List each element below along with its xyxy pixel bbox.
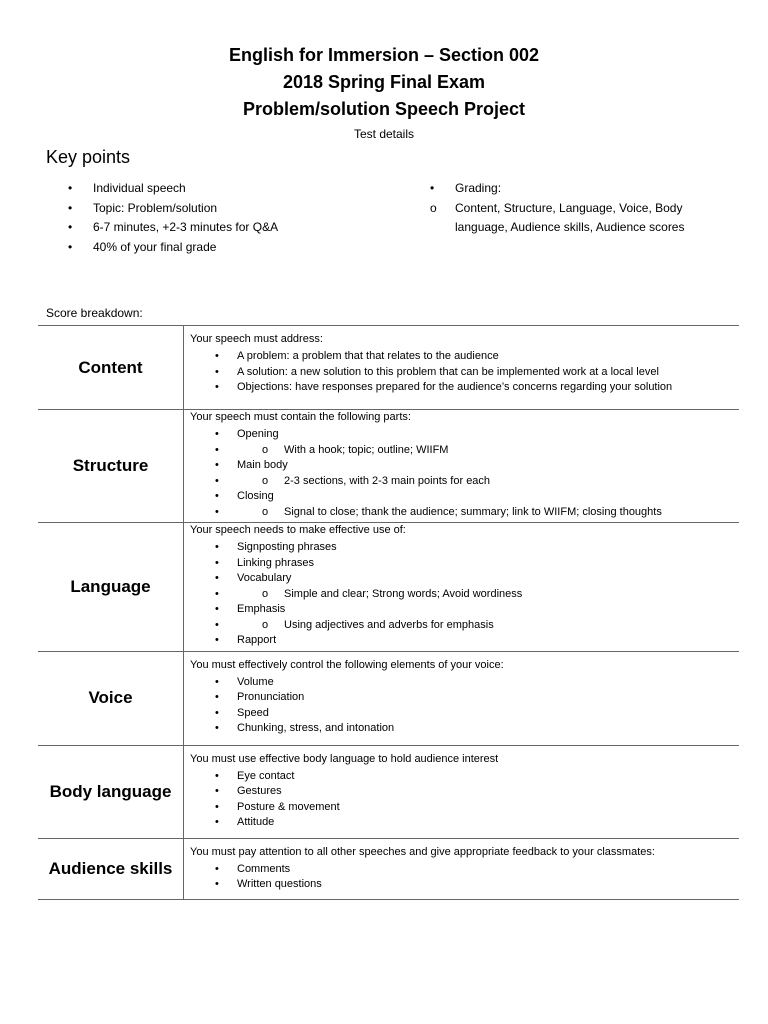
category-structure: Structure bbox=[38, 410, 184, 523]
sub-list-item: o • Signal to close; thank the audience; summary; link to WIIFM; closing thoughts bbox=[190, 505, 733, 521]
list-item: • Eye contact bbox=[190, 769, 733, 785]
test-details-subtitle: Test details bbox=[353, 127, 415, 141]
content-description: Your speech must address: • A problem: a problem that that relates to the audience • A solution: a new solution to this problem that can be implemented work at a local level • Objections: have responses prepared for the audience’s concerns regarding your solution bbox=[184, 326, 740, 410]
course-title: English for Immersion – Section 002 bbox=[228, 45, 540, 65]
score-breakdown-label: Score breakdown: bbox=[46, 306, 143, 320]
table-row bbox=[38, 745, 739, 838]
category-voice: Voice bbox=[38, 651, 184, 745]
sub-list-item: o • Using adjectives and adverbs for emphasis bbox=[190, 618, 733, 634]
grading-block bbox=[408, 179, 738, 238]
list-item: • Written questions bbox=[190, 877, 733, 893]
list-item: • Closing bbox=[190, 489, 733, 505]
list-item: • Linking phrases bbox=[190, 556, 733, 572]
sub-list-item: o • Simple and clear; Strong words; Avoid wordiness bbox=[190, 587, 733, 603]
category-body-language: Body language bbox=[38, 745, 184, 838]
key-point-item: • 40% of your final grade bbox=[46, 238, 386, 258]
list-item: • Vocabulary bbox=[190, 571, 733, 587]
list-item: • Objections: have responses prepared for the audience’s concerns regarding your solution bbox=[190, 380, 733, 396]
category-audience-skills: Audience skills bbox=[38, 838, 184, 899]
language-description: Your speech needs to make effective use of: • Signposting phrases • Linking phrases • Vocabulary o • Simple and clear; Strong words; Avoid wordiness • Emphasis o • Using adjectives and adverbs for emphasis • Rapport bbox=[184, 523, 740, 652]
document-header bbox=[0, 42, 768, 143]
sub-list-item: o • With a hook; topic; outline; WIIFM bbox=[190, 443, 733, 459]
voice-description: You must effectively control the following elements of your voice: • Volume • Pronunciation • Speed • Chunking, stress, and intonation bbox=[184, 651, 740, 745]
key-points-list bbox=[46, 179, 386, 257]
list-item: • Posture & movement bbox=[190, 800, 733, 816]
list-item: • Emphasis bbox=[190, 602, 733, 618]
key-point-item: • Topic: Problem/solution bbox=[46, 199, 386, 219]
structure-description: Your speech must contain the following parts: • Opening o • With a hook; topic; outline; WIIFM • Main body o • 2-3 sections, with 2-3 main points for each • Closing o • Signal to close; thank the audience; summary; link to WIIFM; closing thoughts bbox=[184, 410, 740, 523]
table-row bbox=[38, 410, 739, 523]
list-item: • Chunking, stress, and intonation bbox=[190, 721, 733, 737]
sub-list-item: o • 2-3 sections, with 2-3 main points for each bbox=[190, 474, 733, 490]
table-row bbox=[38, 838, 739, 899]
key-point-item: • Individual speech bbox=[46, 179, 386, 199]
list-item: • Pronunciation bbox=[190, 690, 733, 706]
table-row bbox=[38, 523, 739, 652]
list-item: • Signposting phrases bbox=[190, 540, 733, 556]
grading-label: • Grading: bbox=[408, 179, 738, 199]
list-item: • Opening bbox=[190, 427, 733, 443]
category-content: Content bbox=[38, 326, 184, 410]
score-breakdown-table bbox=[38, 325, 739, 900]
audience-skills-description: You must pay attention to all other speeches and give appropriate feedback to your classmates: • Comments • Written questions bbox=[184, 838, 740, 899]
list-item: • Attitude bbox=[190, 815, 733, 831]
table-row bbox=[38, 326, 739, 410]
list-item: • Volume bbox=[190, 675, 733, 691]
project-title: Problem/solution Speech Project bbox=[242, 99, 526, 119]
list-item: • Gestures bbox=[190, 784, 733, 800]
list-item: • Comments bbox=[190, 862, 733, 878]
list-item: • A solution: a new solution to this problem that can be implemented work at a local level bbox=[190, 365, 733, 381]
table-row bbox=[38, 651, 739, 745]
key-point-item: • 6-7 minutes, +2-3 minutes for Q&A bbox=[46, 218, 386, 238]
grading-categories: o Content, Structure, Language, Voice, Body language, Audience skills, Audience scores bbox=[430, 199, 738, 238]
list-item: • Rapport bbox=[190, 633, 733, 649]
key-points-heading: Key points bbox=[46, 147, 131, 167]
list-item: • A problem: a problem that that relates to the audience bbox=[190, 349, 733, 365]
category-language: Language bbox=[38, 523, 184, 652]
list-item: • Main body bbox=[190, 458, 733, 474]
exam-title: 2018 Spring Final Exam bbox=[282, 72, 486, 92]
body-language-description: You must use effective body language to hold audience interest • Eye contact • Gestures • Posture & movement • Attitude bbox=[184, 745, 740, 838]
list-item: • Speed bbox=[190, 706, 733, 722]
